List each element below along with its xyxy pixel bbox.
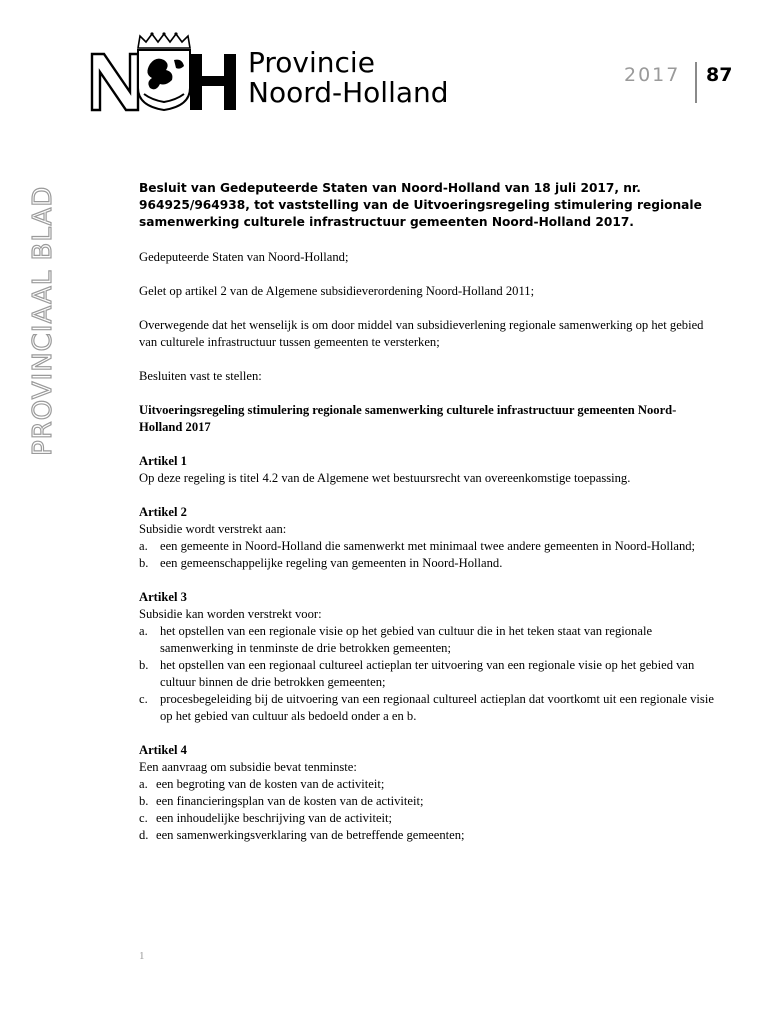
paragraph-1: Gedeputeerde Staten van Noord-Holland; — [139, 250, 349, 264]
article-1 — [139, 453, 719, 487]
list-item — [139, 793, 719, 810]
provincie-logo — [90, 30, 240, 117]
paragraph-3: Overwegende dat het wenselijk is om door middel van subsidieverlening regionale samenwerking op het gebied van culturele infrastructuur tussen gemeenten te versterken; — [139, 318, 704, 349]
list-label: b. — [139, 556, 149, 570]
list-text: een gemeenschappelijke regeling van gemeenten in Noord-Holland. — [160, 556, 503, 570]
list-text: procesbegeleiding bij de uitvoering van een regionaal cultureel actieplan dat voortkomt uit een regionale visie op het gebied van cultuur als bedoeld onder a en b. — [160, 692, 714, 723]
publication-year: 2017 — [624, 64, 681, 86]
article-2 — [139, 504, 719, 572]
article-4 — [139, 742, 719, 844]
article-intro: Een aanvraag om subsidie bevat tenminste: — [139, 760, 357, 774]
list-item — [139, 827, 719, 844]
article-heading: Artikel 1 — [139, 454, 187, 468]
list-text: een gemeente in Noord-Holland die samenwerkt met minimaal twee andere gemeenten in Noord-Holland; — [160, 539, 696, 553]
list-label: d. — [139, 828, 149, 842]
logo-name-line2: Noord-Holland — [248, 76, 449, 109]
list-label: c. — [139, 811, 148, 825]
list-item — [139, 555, 719, 572]
list-item — [139, 538, 719, 555]
list-text: een begroting van de kosten van de activiteit; — [156, 777, 385, 791]
article-heading: Artikel 2 — [139, 505, 187, 519]
article-list — [139, 538, 719, 572]
list-text: een financieringsplan van de kosten van de activiteit; — [156, 794, 424, 808]
list-item — [139, 776, 719, 793]
article-list — [139, 776, 719, 844]
list-label: b. — [139, 794, 149, 808]
side-label: PROVINCIAAL BLAD — [28, 185, 58, 456]
logo-name — [248, 48, 449, 108]
logo-name-line1: Provincie — [248, 46, 375, 79]
document-body — [139, 180, 719, 861]
header-divider — [695, 62, 697, 103]
list-label: a. — [139, 777, 148, 791]
footer-page-number: 1 — [139, 950, 145, 962]
article-intro: Subsidie wordt verstrekt aan: — [139, 522, 287, 536]
regeling-title: Uitvoeringsregeling stimulering regionale samenwerking culturele infrastructuur gemeenten Noord-Holland 2017 — [139, 403, 677, 434]
article-list — [139, 623, 719, 725]
article-text: Op deze regeling is titel 4.2 van de Algemene wet bestuursrecht van overeenkomstige toepassing. — [139, 471, 631, 485]
list-text: een samenwerkingsverklaring van de betreffende gemeenten; — [156, 828, 465, 842]
article-intro: Subsidie kan worden verstrekt voor: — [139, 607, 322, 621]
list-item — [139, 691, 719, 725]
article-heading: Artikel 3 — [139, 590, 187, 604]
paragraph-2: Gelet op artikel 2 van de Algemene subsidieverordening Noord-Holland 2011; — [139, 284, 535, 298]
list-label: a. — [139, 539, 148, 553]
coat-of-arms-icon — [90, 30, 240, 112]
article-heading: Artikel 4 — [139, 743, 187, 757]
paragraph-4: Besluiten vast te stellen: — [139, 369, 262, 383]
list-label: b. — [139, 658, 149, 672]
document-title: Besluit van Gedeputeerde Staten van Noord-Holland van 18 juli 2017, nr. 964925/964938, tot vaststelling van de Uitvoeringsregeling stimulering regionale samenwerking culturele infrastructuur gemeenten Noord-Holland 2017. — [139, 181, 702, 229]
article-3 — [139, 589, 719, 725]
list-text: het opstellen van een regionaal cultureel actieplan ter uitvoering van een regionale visie op het gebied van cultuur binnen de drie betrokken gemeenten; — [160, 658, 695, 689]
list-label: a. — [139, 624, 148, 638]
publication-number: 87 — [706, 64, 733, 86]
list-item — [139, 657, 719, 691]
list-item — [139, 810, 719, 827]
list-label: c. — [139, 692, 148, 706]
list-text: het opstellen van een regionale visie op het gebied van cultuur die in het teken staat van regionale samenwerking in tenminste de drie betrokken gemeenten; — [160, 624, 653, 655]
list-text: een inhoudelijke beschrijving van de activiteit; — [156, 811, 393, 825]
list-item — [139, 623, 719, 657]
